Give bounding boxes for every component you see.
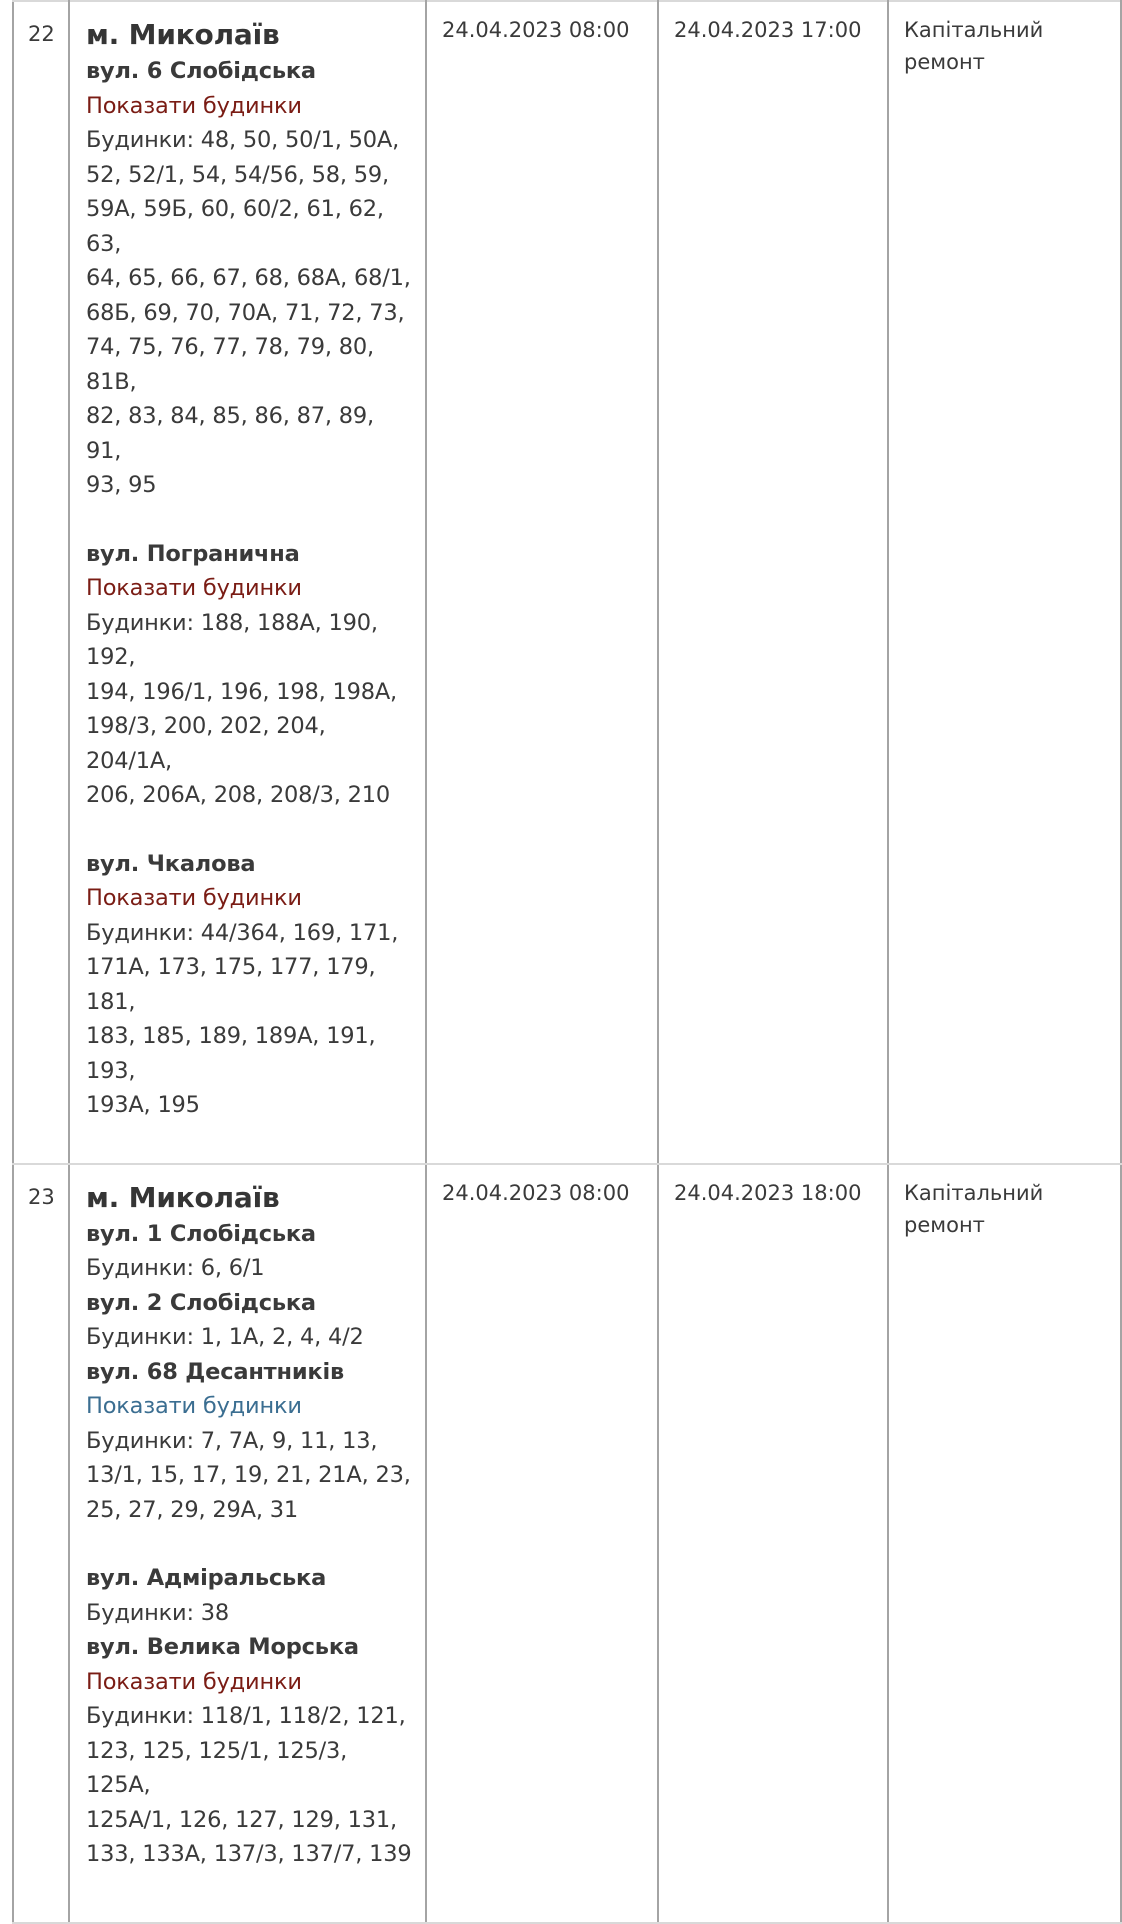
houses-line: Будинки: 188, 188А, 190, 192, [86, 609, 378, 670]
houses-list [86, 916, 415, 1123]
end-time: 24.04.2023 18:00 [674, 1180, 862, 1205]
houses-line: 68Б, 69, 70, 70А, 71, 72, 73, [86, 299, 405, 326]
houses-line: 125А/1, 126, 127, 129, 131, [86, 1806, 397, 1833]
houses-line: 193А, 195 [86, 1092, 200, 1118]
show-houses-link[interactable]: Показати будинки [86, 1393, 302, 1419]
street-name: вул. Велика Морська [86, 1634, 359, 1660]
houses-line: Будинки: 1, 1А, 2, 4, 4/2 [86, 1324, 364, 1350]
houses-line: 13/1, 15, 17, 19, 21, 21А, 23, [86, 1462, 411, 1488]
address-cell [69, 1164, 426, 1923]
houses-line: 52, 52/1, 54, 54/56, 58, 59, [86, 161, 389, 188]
end-time-cell [658, 1, 888, 1164]
houses-list [86, 1251, 415, 1286]
houses-list [86, 1596, 415, 1631]
start-time-cell [426, 1, 658, 1164]
row-number-cell [13, 1, 69, 1164]
row-number: 22 [28, 22, 55, 46]
start-time: 24.04.2023 08:00 [442, 18, 630, 42]
houses-line: Будинки: 48, 50, 50/1, 50А, [86, 127, 400, 153]
street-name: вул. Погранична [86, 540, 300, 567]
houses-line: Будинки: 6, 6/1 [86, 1255, 265, 1281]
houses-line: 123, 125, 125/1, 125/3, 125А, [86, 1737, 348, 1798]
street-name: вул. 6 Слобідська [86, 58, 316, 84]
work-type-cell [888, 1, 1121, 1164]
houses-list [86, 1699, 415, 1872]
street-name: вул. 2 Слобідська [86, 1289, 316, 1316]
row-number-cell [13, 1164, 69, 1923]
houses-line: 194, 196/1, 196, 198, 198А, [86, 678, 397, 705]
show-houses-link[interactable]: Показати будинки [86, 1668, 302, 1695]
houses-line: 133, 133А, 137/3, 137/7, 139 [86, 1841, 412, 1867]
houses-list [86, 1320, 415, 1355]
table-row [13, 1164, 1121, 1923]
houses-line: 64, 65, 66, 67, 68, 68А, 68/1, [86, 265, 411, 291]
city-name: м. Миколаїв [86, 18, 280, 51]
start-time: 24.04.2023 08:00 [442, 1180, 630, 1205]
show-houses-link[interactable]: Показати будинки [86, 575, 302, 601]
start-time-cell [426, 1164, 658, 1923]
work-type: Капітальний ремонт [904, 18, 1044, 74]
houses-line: Будинки: 38 [86, 1599, 230, 1626]
street-name: вул. 68 Десантників [86, 1358, 345, 1385]
houses-line: 183, 185, 189, 189А, 191, 193, [86, 1023, 376, 1084]
houses-list [86, 123, 415, 503]
houses-line: 74, 75, 76, 77, 78, 79, 80, 81В, [86, 334, 374, 395]
address-cell [69, 1, 426, 1164]
city-name: м. Миколаїв [86, 1180, 280, 1214]
houses-list [86, 606, 415, 813]
houses-line: 198/3, 200, 202, 204, 204/1А, [86, 713, 326, 774]
show-houses-link[interactable]: Показати будинки [86, 885, 302, 911]
houses-line: 25, 27, 29, 29А, 31 [86, 1496, 298, 1523]
work-type-cell [888, 1164, 1121, 1923]
street-name: вул. 1 Слобідська [86, 1220, 316, 1247]
houses-line: 171А, 173, 175, 177, 179, 181, [86, 954, 376, 1015]
houses-line: Будинки: 7, 7А, 9, 11, 13, [86, 1427, 378, 1454]
end-time-cell [658, 1164, 888, 1923]
table-row [13, 1, 1121, 1164]
outage-table [12, 0, 1122, 1924]
houses-line: 82, 83, 84, 85, 86, 87, 89, 91, [86, 403, 374, 464]
houses-line: 206, 206А, 208, 208/3, 210 [86, 782, 391, 808]
work-type: Капітальний ремонт [904, 1180, 1044, 1237]
houses-line: Будинки: 44/364, 169, 171, [86, 919, 399, 946]
street-name: вул. Адміральська [86, 1565, 327, 1591]
show-houses-link[interactable]: Показати будинки [86, 92, 302, 119]
row-number: 23 [28, 1184, 55, 1209]
houses-line: 59А, 59Б, 60, 60/2, 61, 62, 63, [86, 196, 384, 257]
street-name: вул. Чкалова [86, 850, 256, 877]
houses-line: Будинки: 118/1, 118/2, 121, [86, 1703, 406, 1729]
houses-list [86, 1424, 415, 1528]
end-time: 24.04.2023 17:00 [674, 18, 862, 42]
houses-line: 93, 95 [86, 472, 157, 498]
